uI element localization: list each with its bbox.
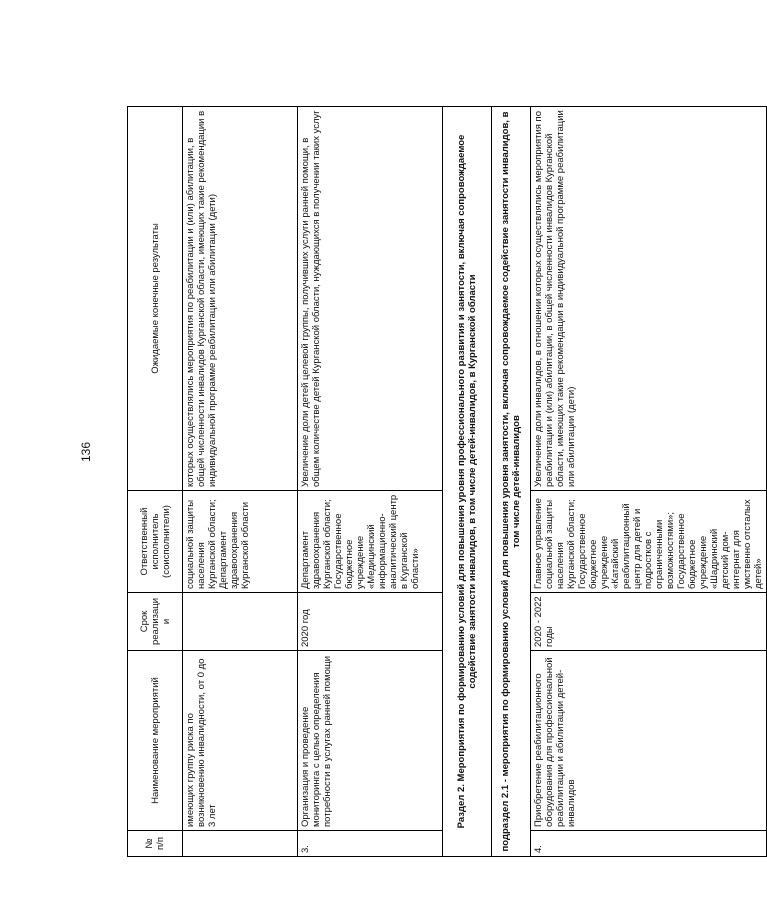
table-row: [183, 107, 298, 857]
row-name: Организация и проведение мониторинга с целью определения потребности в услугах ранней помощи: [298, 651, 443, 831]
row-results: Увеличение доли детей целевой группы, получивших услуги ранней помощи, в общем количестве детей Курганской области, нуждающихся в получении таких услуг: [298, 107, 443, 491]
rotated-table-container: [127, 107, 764, 857]
row-name: Приобретение реабилитационного оборудования для профессиональной реабилитации и абилитации детей-инвалидов: [531, 651, 767, 831]
header-row: [128, 107, 183, 857]
row-name: имеющих группу риска по возникновению инвалидности, от 0 до 3 лет: [183, 651, 298, 831]
header-name: Наименование мероприятий: [128, 651, 183, 831]
subsection-row: [492, 107, 531, 857]
row-executor: социальной защиты населения Курганской области; Департамент здравоохранения Курганской области: [183, 491, 298, 593]
row-results: Увеличение доли инвалидов, в отношении которых осуществлялись мероприятия по реабилитации и (или) абилитации, в общей численности инвалидов Курганской области, имеющих такие рекомендации в индивидуальной программе реабилитации или абилитации (дети): [531, 107, 767, 491]
row-results: которых осуществлялись мероприятия по реабилитации и (или) абилитации, в общей численности инвалидов Курганской области, имеющих такие рекомендации в индивидуальной программе реабилитации или абилитации (дети): [183, 107, 298, 491]
row-executor: Департамент здравоохранения Курганской области; Государственное бюджетное учреждение «Медицинский информационно-аналитический центр в Курганской области»: [298, 491, 443, 593]
page-number: 136: [79, 441, 93, 463]
subsection-title: подраздел 2.1 - мероприятия по формированию условий для повышения уровня занятости, включая сопровождаемое содействие занятости инвалидов, в том числе детей-инвалидов: [492, 107, 531, 857]
row-period: 2020 год: [298, 593, 443, 651]
header-num: № п/п: [128, 831, 183, 857]
section-row: [443, 107, 492, 857]
row-executor: Главное управление социальной защиты населения Курганской области; Государственное бюджетное учреждение «Катайский реабилитационный центр для детей и подростков с ограниченными возможностями»; Государственное бюджетное учреждение «Шадринский детский дом-интернат для умственно отсталых детей»: [531, 491, 767, 593]
table-row: [531, 107, 767, 857]
measures-table: [127, 106, 767, 857]
header-period: Срок реализации: [128, 593, 183, 651]
header-results: Ожидаемые конечные результаты: [128, 107, 183, 491]
section-title: Раздел 2. Мероприятия по формированию условий для повышения уровня профессионального развития и занятости, включая сопровождаемое содействие занятости инвалидов, в том числе детей-инвалидов, в Курганской области: [443, 107, 492, 857]
row-num: [183, 831, 298, 857]
row-period: 2020 - 2022 годы: [531, 593, 767, 651]
header-executor: Ответственный исполнитель (соисполнители): [128, 491, 183, 593]
row-period: [183, 593, 298, 651]
row-num: 4.: [531, 831, 767, 857]
row-num: 3.: [298, 831, 443, 857]
table-row: [298, 107, 443, 857]
